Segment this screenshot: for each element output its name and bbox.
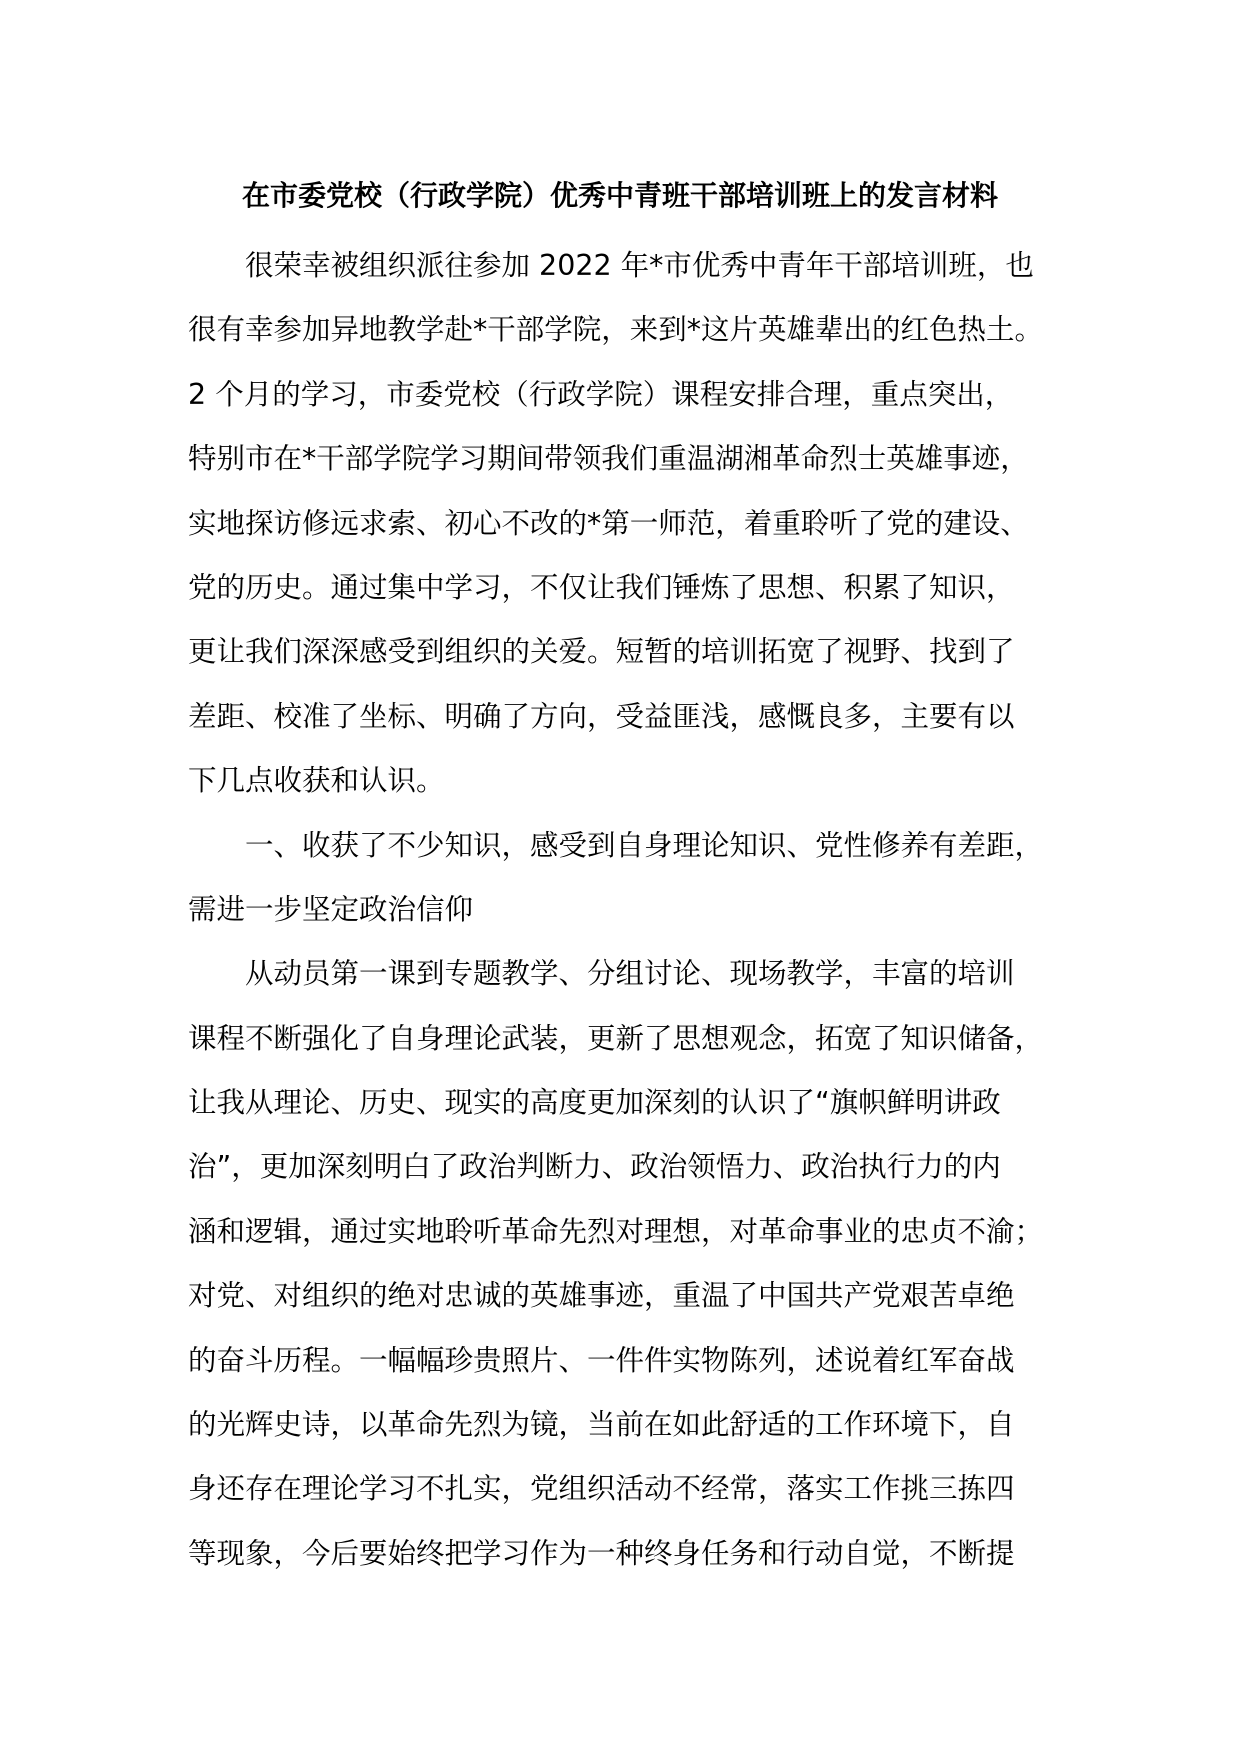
body-line: 的光辉史诗，以革命先烈为镜，当前在如此舒适的工作环境下，自 bbox=[188, 1408, 1015, 1442]
body-line: 课程不断强化了自身理论武装，更新了思想观念，拓宽了知识储备， bbox=[188, 1021, 1044, 1055]
body-line: 对党、对组织的绝对忠诚的英雄事迹，重温了中国共产党艰苦卓绝 bbox=[188, 1279, 1015, 1313]
document-title: 在市委党校（行政学院）优秀中青班干部培训班上的发言材料 bbox=[241, 179, 998, 212]
body-line: 让我从理论、历史、现实的高度更加深刻的认识了“旗帜鲜明讲政 bbox=[188, 1086, 1001, 1120]
body-line: 实地探访修远求索、初心不改的*第一师范，着重聆听了党的建设、 bbox=[188, 506, 1029, 540]
body-line: 很荣幸被组织派往参加 2022 年*市优秀中青年干部培训班，也 bbox=[245, 249, 1034, 282]
section-heading-line: 需进一步坚定政治信仰 bbox=[188, 892, 474, 926]
section-heading-line: 一、收获了不少知识，感受到自身理论知识、党性修养有差距， bbox=[245, 828, 1044, 862]
body-line: 身还存在理论学习不扎实，党组织活动不经常，落实工作挑三拣四 bbox=[188, 1472, 1015, 1506]
body-line: 党的历史。通过集中学习，不仅让我们锤炼了思想、积累了知识， bbox=[188, 570, 1015, 604]
body-line: 等现象，今后要始终把学习作为一种终身任务和行动自觉，不断提 bbox=[188, 1536, 1015, 1570]
body-line: 更让我们深深感受到组织的关爱。短暂的培训拓宽了视野、找到了 bbox=[188, 635, 1015, 669]
body-line: 下几点收获和认识。 bbox=[188, 764, 445, 798]
body-line: 涵和逻辑，通过实地聆听革命先烈对理想，对革命事业的忠贞不渝； bbox=[188, 1214, 1044, 1248]
document-body bbox=[188, 234, 1088, 1586]
body-line: 治”，更加深刻明白了政治判断力、政治领悟力、政治执行力的内 bbox=[188, 1150, 1001, 1184]
body-line: 差距、校准了坐标、明确了方向，受益匪浅，感慨良多，主要有以 bbox=[188, 699, 1015, 733]
body-line: 从动员第一课到专题教学、分组讨论、现场教学，丰富的培训 bbox=[245, 957, 1015, 991]
body-line: 的奋斗历程。一幅幅珍贵照片、一件件实物陈列，述说着红军奋战 bbox=[188, 1343, 1015, 1377]
body-line: 特别市在*干部学院学习期间带领我们重温湖湘革命烈士英雄事迹， bbox=[188, 442, 1029, 476]
body-line: 很有幸参加异地教学赴*干部学院，来到*这片英雄辈出的红色热土。 bbox=[188, 313, 1044, 347]
body-line: 2 个月的学习，市委党校（行政学院）课程安排合理，重点突出， bbox=[188, 377, 1014, 411]
